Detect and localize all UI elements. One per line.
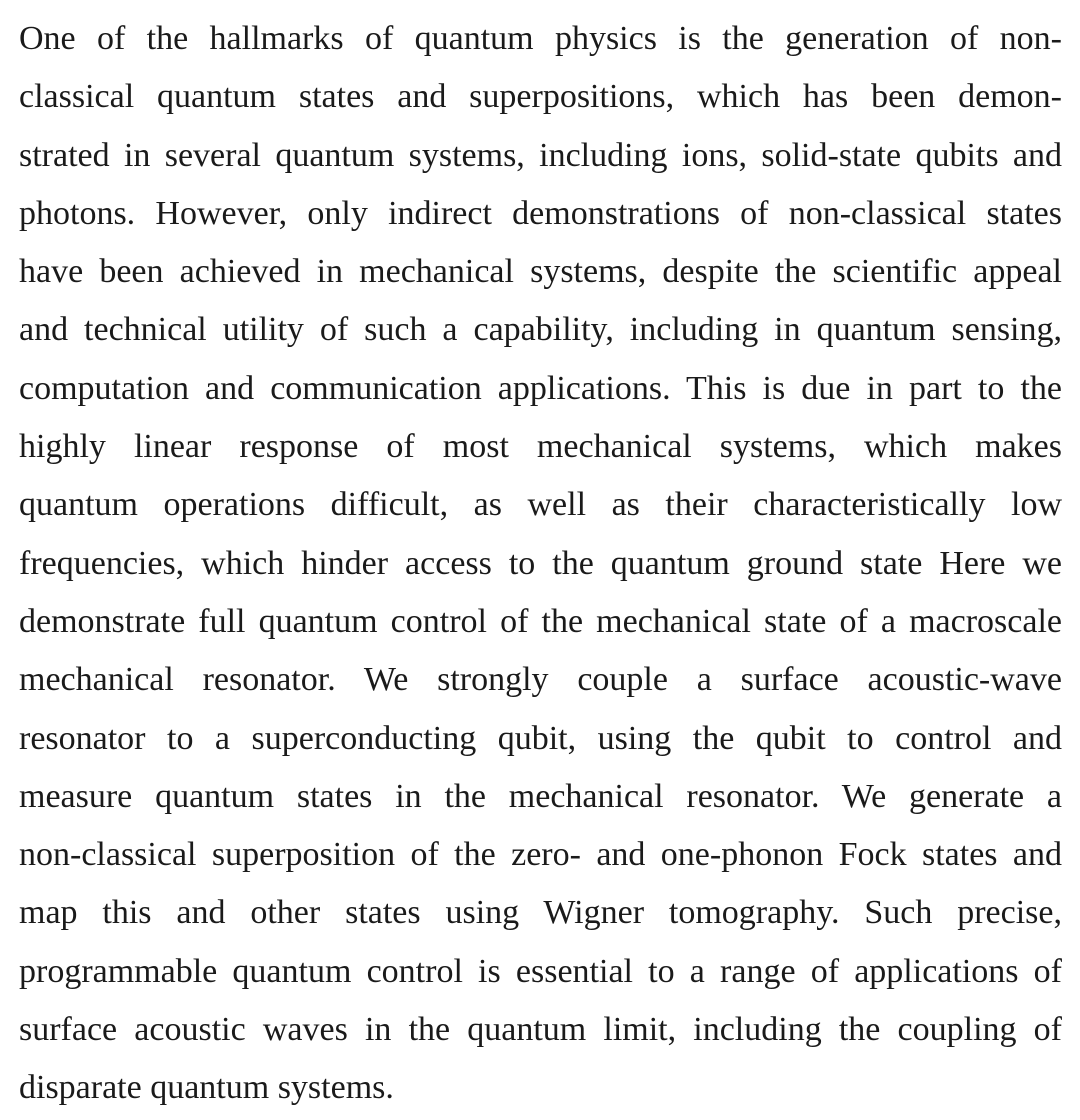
text-line: quantum operations difficult, as well as their characteristically low — [19, 486, 1062, 524]
text-line: programmable quantum control is essential to a range of applications of — [19, 952, 1062, 990]
text-line: have been achieved in mechanical systems, despite the scientific appeal — [19, 253, 1062, 291]
text-line: strated in several quantum systems, including ions, solid-state qubits and — [19, 136, 1062, 174]
text-line: computation and communication applications. This is due in part to the — [19, 369, 1062, 407]
text-line: demonstrate full quantum control of the mechanical state of a macroscale — [19, 602, 1062, 640]
text-line: One of the hallmarks of quantum physics is the generation of non- — [19, 20, 1062, 57]
text-line: photons. However, only indirect demonstrations of non-classical states — [19, 194, 1062, 232]
text-line: surface acoustic waves in the quantum limit, including the coupling of — [19, 1011, 1062, 1049]
text-line: non-classical superposition of the zero- and one-phonon Fock states and — [19, 836, 1062, 874]
text-line: map this and other states using Wigner tomography. Such precise, — [19, 894, 1062, 932]
abstract-paragraph — [19, 10, 1062, 1118]
text-line: frequencies, which hinder access to the quantum ground state Here we — [19, 544, 1062, 582]
text-line: and technical utility of such a capability, including in quantum sensing, — [19, 311, 1062, 349]
text-line: resonator to a superconducting qubit, using the qubit to control and — [19, 719, 1062, 757]
text-line: classical quantum states and superpositions, which has been demon- — [19, 78, 1062, 116]
text-line: mechanical resonator. We strongly couple a surface acoustic-wave — [19, 661, 1062, 699]
text-line: highly linear response of most mechanical systems, which makes — [19, 428, 1062, 466]
text-line: measure quantum states in the mechanical resonator. We generate a — [19, 777, 1062, 815]
text-line-last: disparate quantum systems. — [19, 1069, 394, 1107]
